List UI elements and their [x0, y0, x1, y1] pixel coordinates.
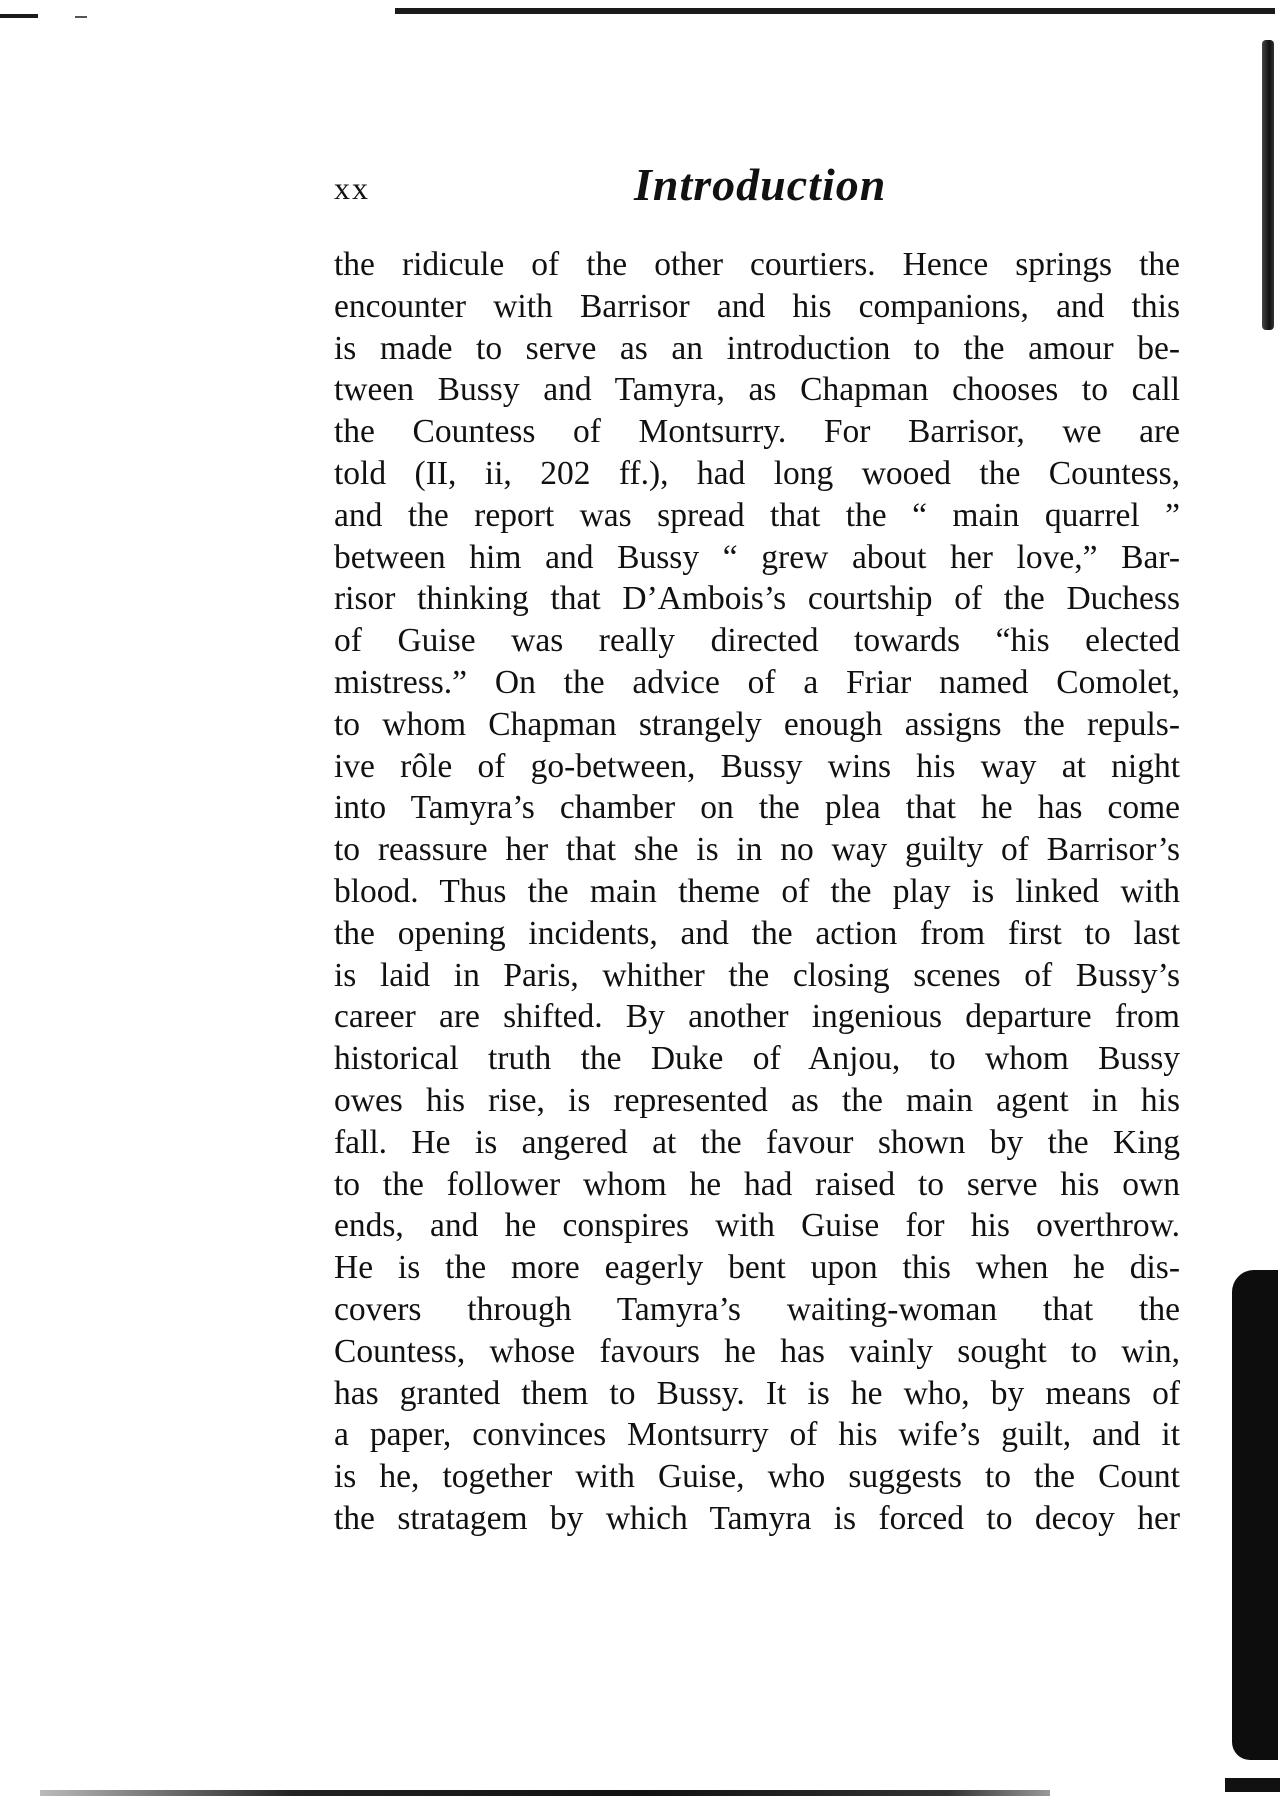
- text-line: owes his rise, is represented as the main agent in his: [334, 1081, 1180, 1119]
- text-line: ends, and he conspires with Guise for his overthrow.: [334, 1207, 1180, 1245]
- text-line: the stratagem by which Tamyra is forced to decoy her: [334, 1499, 1180, 1537]
- scan-edge-mark: [75, 16, 87, 18]
- text-line: into Tamyra’s chamber on the plea that he has come: [334, 789, 1180, 827]
- scan-top-edge: [395, 8, 1275, 14]
- scan-edge-mark: [0, 14, 38, 18]
- text-line: has granted them to Bussy. It is he who, by means of: [334, 1374, 1180, 1412]
- scan-bottom-edge: [40, 1790, 1050, 1796]
- page-title: Introduction: [634, 159, 887, 210]
- text-line: ive rôle of go-between, Bussy wins his way at night: [334, 747, 1180, 785]
- scan-right-edge-shadow: [1232, 1270, 1278, 1760]
- text-line: of Guise was really directed towards “his elected: [334, 622, 1180, 660]
- text-line: risor thinking that D’Ambois’s courtship of the Duchess: [334, 580, 1180, 618]
- text-line: historical truth the Duke of Anjou, to whom Bussy: [334, 1040, 1180, 1078]
- text-line: the ridicule of the other courtiers. Hence springs the: [334, 246, 1180, 283]
- body-text: [334, 244, 1180, 1540]
- text-line: encounter with Barrisor and his companions, and this: [334, 287, 1180, 325]
- text-line: the opening incidents, and the action from first to last: [334, 914, 1180, 952]
- text-line: fall. He is angered at the favour shown by the King: [334, 1123, 1180, 1161]
- text-line: career are shifted. By another ingenious departure from: [334, 998, 1180, 1036]
- text-line: mistress.” On the advice of a Friar named Comolet,: [334, 663, 1180, 701]
- text-line: to reassure her that she is in no way guilty of Barrisor’s: [334, 831, 1180, 869]
- text-line: to the follower whom he had raised to serve his own: [334, 1165, 1180, 1203]
- page-number: xx: [334, 170, 370, 206]
- text-line: and the report was spread that the “ main quarrel ”: [334, 496, 1180, 534]
- text-line: is made to serve as an introduction to the amour be-: [334, 329, 1180, 367]
- scan-bottom-corner: [1225, 1778, 1280, 1792]
- text-line: is he, together with Guise, who suggests to the Count: [334, 1458, 1180, 1496]
- text-line: is laid in Paris, whither the closing scenes of Bussy’s: [334, 956, 1180, 994]
- text-line: Countess, whose favours he has vainly sought to win,: [334, 1332, 1180, 1370]
- text-line: covers through Tamyra’s waiting-woman that the: [334, 1290, 1180, 1328]
- running-head: [334, 158, 1174, 218]
- text-line: blood. Thus the main theme of the play is linked with: [334, 872, 1180, 910]
- text-line: tween Bussy and Tamyra, as Chapman chooses to call: [334, 371, 1180, 409]
- scan-right-edge: [1262, 40, 1274, 330]
- text-line: to whom Chapman strangely enough assigns the repuls-: [334, 705, 1180, 743]
- text-line: told (II, ii, 202 ff.), had long wooed the Countess,: [334, 454, 1180, 492]
- text-line: the Countess of Montsurry. For Barrisor, we are: [334, 413, 1180, 451]
- text-line: He is the more eagerly bent upon this when he dis-: [334, 1249, 1180, 1287]
- text-line: between him and Bussy “ grew about her love,” Bar-: [334, 538, 1180, 576]
- text-line: a paper, convinces Montsurry of his wife’s guilt, and it: [334, 1416, 1180, 1454]
